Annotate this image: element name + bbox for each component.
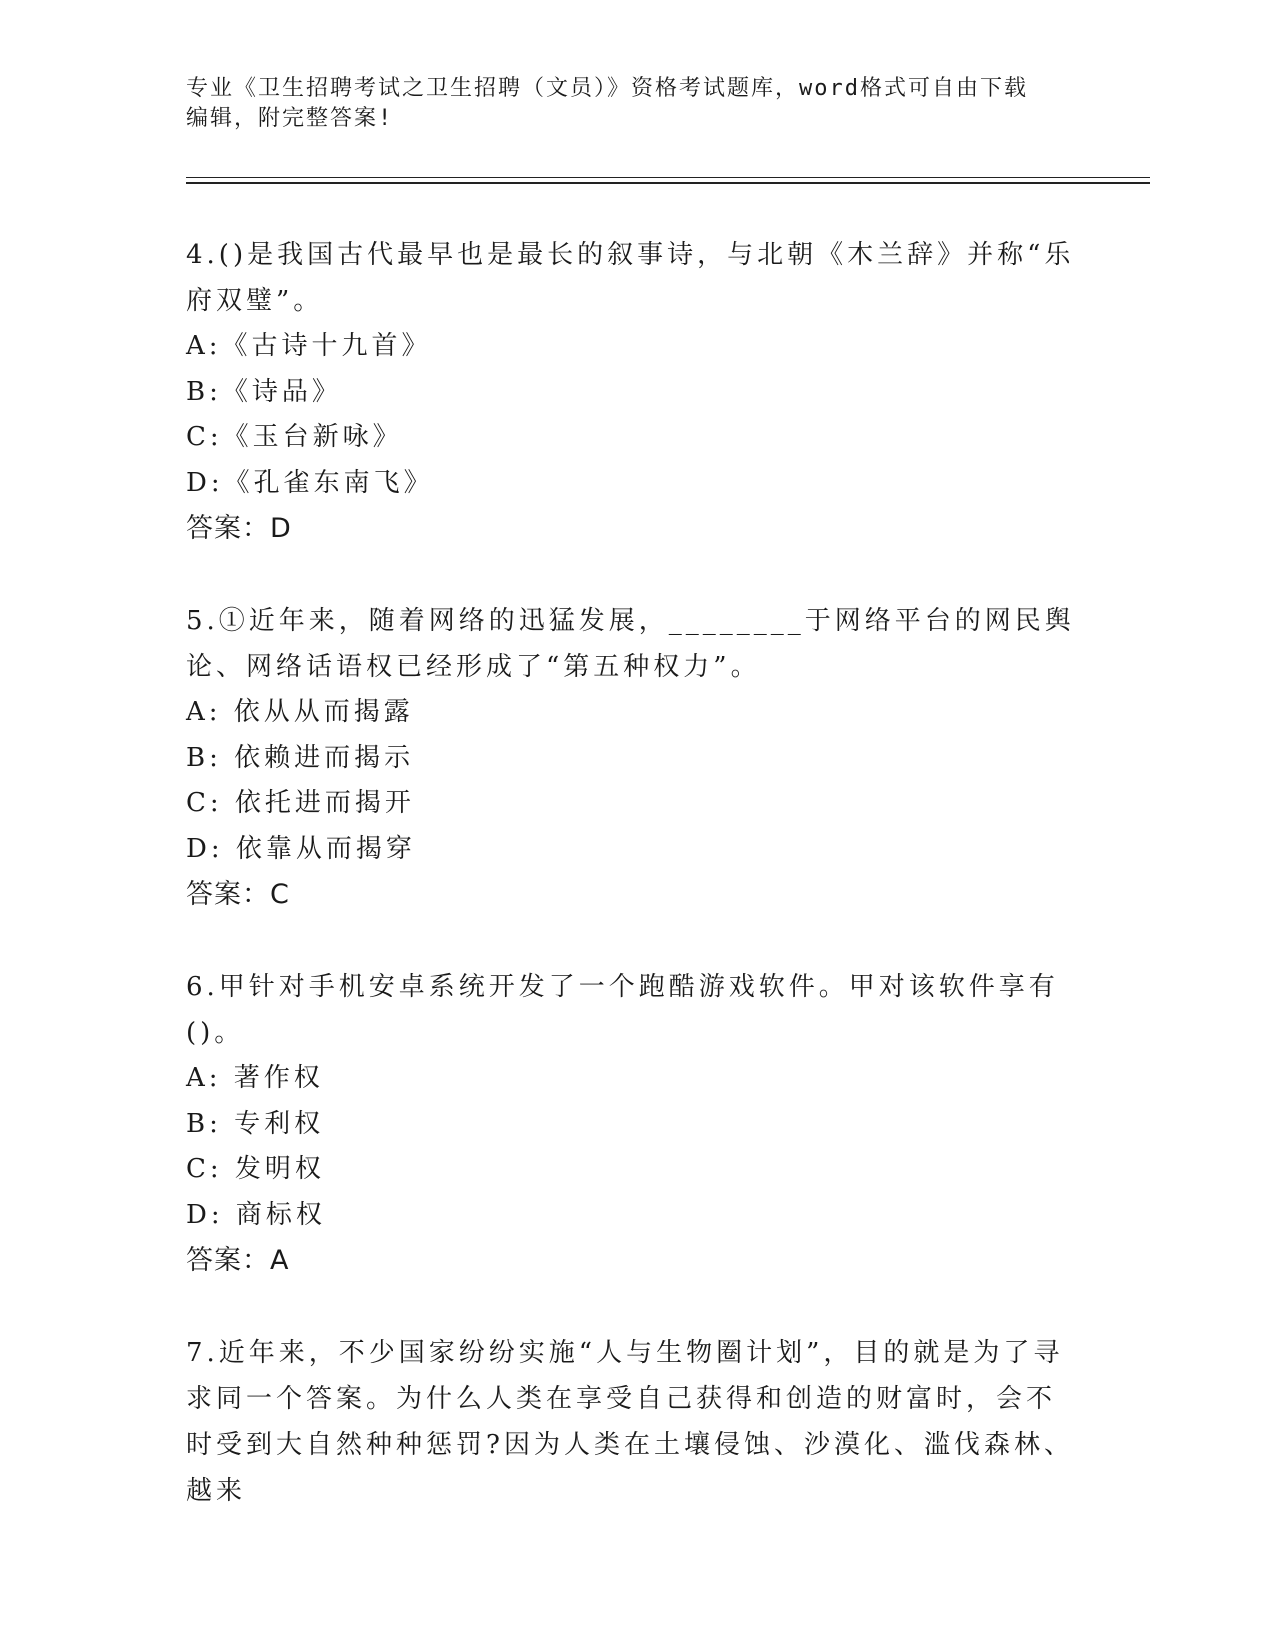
option-a: A: 依从从而揭露 xyxy=(186,697,414,727)
answer-line: 答案：A xyxy=(186,1245,290,1276)
header-line-2: 编辑，附完整答案! xyxy=(186,106,394,131)
option-d: D: 依靠从而揭穿 xyxy=(186,833,416,864)
answer-line: 答案：C xyxy=(186,879,290,910)
option-c: C:《玉台新咏》 xyxy=(186,422,403,452)
question-stem: 7.近年来，不少国家纷纷实施“人与生物圈计划”，目的就是为了寻求同一个答案。为什么人类在享受自己获得和创造的财富时，会不时受到大自然种种惩罚?因为人类在土壤侵蚀、沙漠化、滥伐森林、越来 xyxy=(186,1338,1074,1506)
document-header xyxy=(186,74,1066,134)
question-stem: 5.①近年来，随着网络的迅猛发展，________于网络平台的网民舆论、网络话语权已经形成了“第五种权力”。 xyxy=(186,606,1075,682)
header-divider-thin xyxy=(186,177,1150,178)
header-divider-thick xyxy=(186,182,1150,184)
answer-line: 答案：D xyxy=(186,513,292,544)
question-4 xyxy=(186,232,1076,552)
question-5 xyxy=(186,598,1076,918)
option-d: D: 商标权 xyxy=(186,1199,326,1230)
option-a: A: 著作权 xyxy=(186,1063,324,1093)
question-list xyxy=(186,232,1076,1560)
option-c: C: 发明权 xyxy=(186,1154,325,1184)
question-6 xyxy=(186,964,1076,1284)
header-line-1: 专业《卫生招聘考试之卫生招聘（文员）》资格考试题库，word格式可自由下载 xyxy=(186,76,1028,101)
option-b: B: 专利权 xyxy=(186,1108,325,1139)
option-b: B:《诗品》 xyxy=(186,376,342,407)
question-stem: 6.甲针对手机安卓系统开发了一个跑酷游戏软件。甲对该软件享有()。 xyxy=(186,972,1059,1048)
question-stem: 4.()是我国古代最早也是最长的叙事诗，与北朝《木兰辞》并称“乐府双璧”。 xyxy=(186,240,1075,316)
option-a: A:《古诗十九首》 xyxy=(186,331,432,361)
question-7 xyxy=(186,1330,1076,1514)
option-c: C: 依托进而揭开 xyxy=(186,788,415,818)
option-b: B: 依赖进而揭示 xyxy=(186,742,415,773)
option-d: D:《孔雀东南飞》 xyxy=(186,467,434,498)
